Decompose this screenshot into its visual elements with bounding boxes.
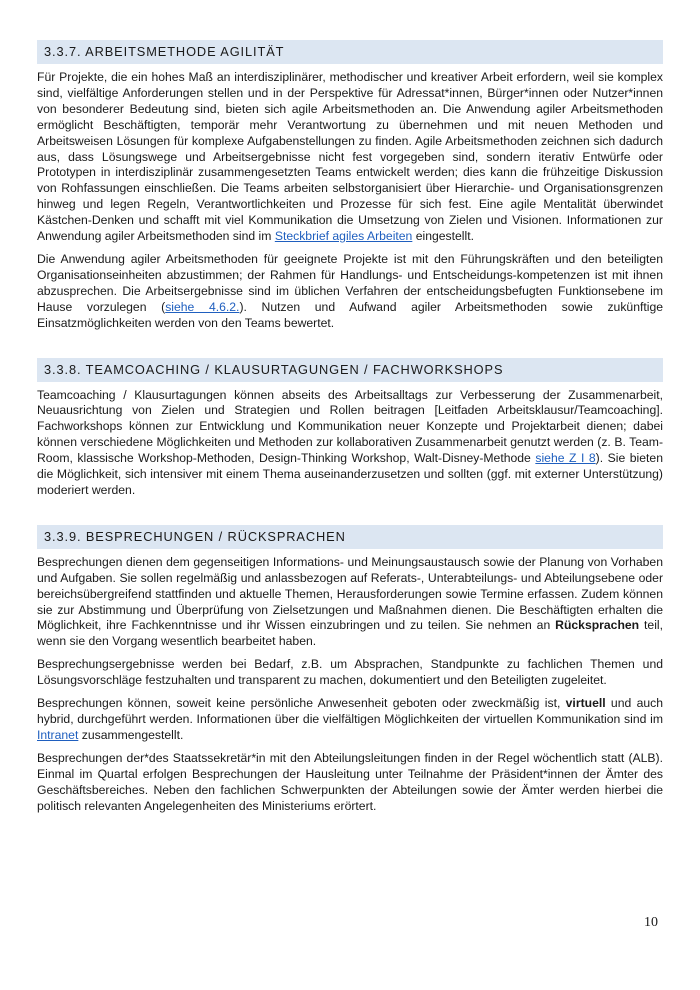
bold-term: virtuell: [565, 696, 606, 711]
section-agilitaet: [37, 40, 663, 332]
paragraph: Besprechungen der*des Staatssekretär*in mit den Abteilungsleitungen finden in der Regel wöchentlich statt (ALB). Einmal im Quartal erfolgen Besprechungen der Hausleitung unter Teilnahme der Präsident*innen der Ämter des Geschäftsbereiches. Neben den fachlichen Schwerpunkten der Abteilungen sowie der Ämter werden hierbei die politisch relevanten Angelegenheiten des Ministeriums erörtert.: [37, 750, 663, 813]
paragraph: [37, 388, 663, 499]
link-intranet[interactable]: Intranet: [37, 727, 79, 742]
bold-term: Rücksprachen: [555, 618, 640, 633]
paragraph-text: Die Anwendung agiler Arbeitsmethoden für geeignete Projekte ist mit den Führungskräften und den beteiligten Organisationseinheiten abzustimmen; der Rahmen für Handlungs- und Entscheidungs-kompetenzen ist mit ihnen abzusprechen. Die Arbeitsergebnisse sind im üblichen Verfahren der entscheidungsbefugten Funktionsebene im Hause vorzulegen (: [37, 251, 663, 314]
section-heading: 3.3.8. TEAMCOACHING / KLAUSURTAGUNGEN / FACHWORKSHOPS: [37, 358, 663, 382]
section-besprechungen: [37, 525, 663, 815]
link-siehe-z-i-8[interactable]: siehe Z I 8: [535, 451, 596, 466]
section-heading: 3.3.7. ARBEITSMETHODE AGILITÄT: [37, 40, 663, 64]
paragraph-text: Für Projekte, die ein hohes Maß an interdisziplinärer, methodischer und kreativer Arbeit erfordern, weil sie komplex sind, vielfältige Anforderungen stellen und in der Perspektive für Adressat*innen, Bürger*innen oder Nutzer*innen von besonderer Bedeutung sind, bieten sich agile Arbeitsmethoden an. Die Anwendung agiler Arbeitsmethoden ermöglicht Beschäftigten, temporär mehr Verantwortung zu übernehmen und mit neuen Methoden und Arbeitsweisen Lösungen für komplexe Aufgabenstellungen zu finden. Agile Arbeitsmethoden zeichnen sich dadurch aus, dass Lösungswege und Arbeitsergebnisse nicht fest vorgegeben sind, sondern iterativ Entwürfe oder Prototypen in interdisziplinär zusammengesetzten Teams entwickelt werden; dies kann die frühzeitige Diskussion von Rohfassungen einschließen. Die Teams arbeiten selbstorganisiert über Hierarchie- und Organisationsgrenzen hinweg und legen Regeln, Verantwortlichkeiten und Prozesse für sich fest. Eine agile Mentalität überwindet Kästchen-Denken und schafft mit viel Kommunikation die Umsetzung von Zielen und Visionen. Informationen zur Anwendung agiler Arbeitsmethoden sind im: [37, 70, 663, 244]
paragraph: [37, 252, 663, 332]
paragraph: [37, 696, 663, 744]
paragraph-text: Besprechungen dienen dem gegenseitigen Informations- und Meinungsaustausch sowie der Planung von Vorhaben und Aufgaben. Sie sollen regelmäßig und anlassbezogen auf Referats-, Unterabteilungs- und Abteilungsebene oder bereichsübergreifend stattfinden und aktuelle Themen, Herausforderungen sowie Termine erfassen. Zudem können sie zur Abstimmung und Überprüfung von Zielsetzungen und Maßnahmen dienen. Die Beschäftigten erhalten die Möglichkeit, ihre Fachkenntnisse und ihr Wissen einzubringen und zu teilen. Sie nehmen an: [37, 554, 663, 633]
paragraph: [37, 555, 663, 650]
paragraph-text: teil, wenn sie den Vorgang wesentlich bearbeitet haben.: [37, 618, 663, 649]
paragraph: Besprechungsergebnisse werden bei Bedarf, z.B. um Absprachen, Standpunkte zu fachlichen Themen und Lösungsvorschläge festzuhalten und transparent zu machen, dokumentiert und den Beteiligten zugeleitet.: [37, 657, 663, 688]
paragraph-text: ). Sie bieten die Möglichkeit, sich intensiver mit einem Thema auseinanderzusetzen und sollten (ggf. mit externer Unterstützung) moderiert werden.: [37, 451, 663, 497]
paragraph-text: und auch hybrid, durchgeführt werden. Informationen über die vielfältigen Möglichkeiten der virtuellen Kommunikation sind im: [37, 696, 663, 726]
document-page: [37, 40, 663, 814]
paragraph: [37, 70, 663, 245]
paragraph-text: Teamcoaching / Klausurtagungen können abseits des Arbeitsalltags zur Verbesserung der Zusammenarbeit, Neuausrichtung von Zielen und Strategien und Rollen beitragen [Leitfaden Arbeitsklausur/Teamcoaching]. Fachworkshops können zur Entwicklung und Kommunikation neuer Konzepte und Projektarbeit dienen; dabei können verschiedene Möglichkeiten und Methoden zur kollaborativen Zusammenarbeit genutzt werden (z. B. Team-Room, klassische Workshop-Methoden, Design-Thinking Workshop, Walt-Disney-Methode: [37, 387, 663, 466]
section-heading: 3.3.9. BESPRECHUNGEN / RÜCKSPRACHEN: [37, 525, 663, 549]
paragraph-text: ). Nutzen und Aufwand agiler Arbeitsmethoden sowie zukünftige Einsatzmöglichkeiten werden von den Teams bewertet.: [37, 299, 664, 330]
link-steckbrief-agiles-arbeiten[interactable]: Steckbrief agiles Arbeiten: [274, 229, 413, 244]
paragraph-text: zusammengestellt.: [78, 727, 184, 742]
section-teamcoaching: [37, 358, 663, 499]
link-siehe-4-6-2[interactable]: siehe 4.6.2.: [165, 299, 240, 314]
page-number: 10: [644, 915, 658, 930]
paragraph-text: eingestellt.: [412, 229, 474, 244]
paragraph-text: Besprechungen können, soweit keine persönliche Anwesenheit geboten oder zweckmäßig ist,: [37, 696, 566, 711]
